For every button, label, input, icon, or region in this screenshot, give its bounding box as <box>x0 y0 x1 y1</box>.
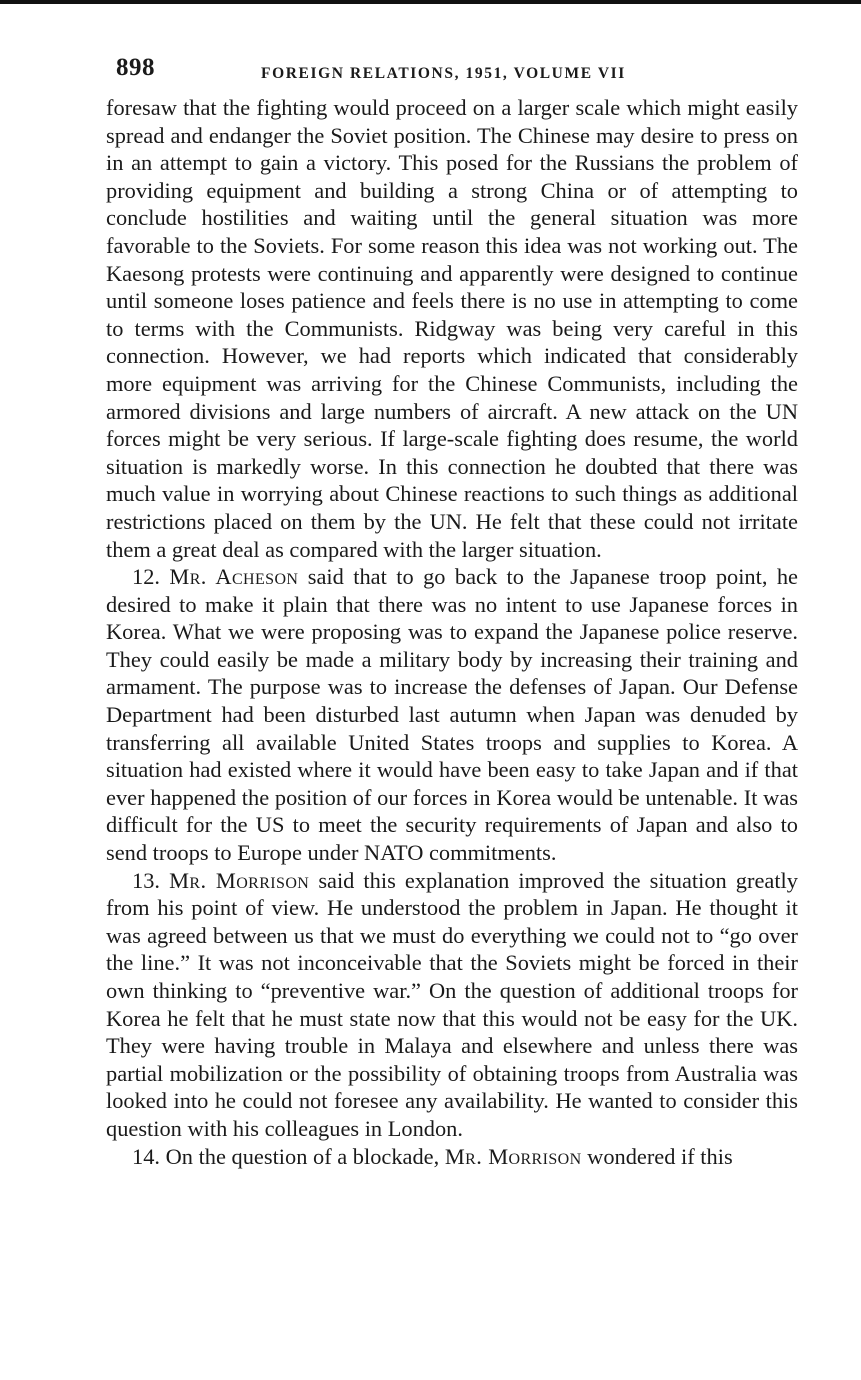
paragraph-number: 14. <box>132 1143 160 1169</box>
document-page <box>106 52 798 1170</box>
running-head <box>106 52 798 94</box>
body-text <box>106 94 798 1170</box>
paragraph-text: said that to go back to the Japanese troop point, he desired to make it plain that there was no intent to use Japanese forces in Korea. What we were proposing was to expand the Japanese police reserve. They could easily be made a military body by increasing their training and armament. The purpose was to increase the defenses of Japan. Our Defense Department had been disturbed last autumn when Japan was denuded by transferring all available United States troops and supplies to Korea. A situation had existed where it would have been easy to take Japan and if that ever happened the position of our forces in Korea would be untenable. It was difficult for the US to meet the security requirements of Japan and also to send troops to Europe under NATO commitments. <box>106 564 798 866</box>
speaker-name: Mr. Morrison <box>169 867 310 893</box>
paragraph-text: said this explanation improved the situation greatly from his point of view. He understood the problem in Japan. He thought it was agreed between us that we must do everything we could not to “go over the line.” It was not inconceivable that the Soviets might be forced in their own thinking to “preventive war.” On the question of additional troops for Korea he felt that he must state now that this would not be easy for the UK. They were having trouble in Malaya and elsewhere and unless there was partial mobilization or the possibility of obtaining troops from Australia was looked into he could not foresee any availability. He wanted to consider this question with his colleagues in London. <box>106 867 798 1141</box>
speaker-name: Mr. Morrison <box>444 1143 582 1169</box>
page-number: 898 <box>116 54 155 81</box>
paragraph-lead: On the question of a blockade, <box>165 1143 440 1169</box>
paragraph-14 <box>106 1143 798 1171</box>
running-title: FOREIGN RELATIONS, 1951, VOLUME VII <box>261 65 626 82</box>
page-top-edge <box>0 0 861 4</box>
paragraph-continuation <box>106 94 798 563</box>
paragraph-13 <box>106 867 798 1143</box>
paragraph-number: 13. <box>132 867 160 893</box>
paragraph-text: wondered if this <box>587 1143 733 1169</box>
paragraph-12 <box>106 563 798 867</box>
speaker-name: Mr. Acheson <box>169 564 299 590</box>
paragraph-number: 12. <box>132 564 160 590</box>
paragraph-text: foresaw that the fighting would proceed on a larger scale which might easily spread and endanger the Soviet position. The Chinese may desire to press on in an attempt to gain a victory. This posed for the Russians the problem of providing equipment and building a strong China or of attempting to conclude hostilities and waiting until the general situation was more favorable to the Soviets. For some reason this idea was not working out. The Kaesong protests were continuing and apparently were designed to continue until someone loses patience and feels there is no use in attempting to come to terms with the Communists. Ridgway was being very careful in this connection. However, we had reports which indicated that considerably more equipment was arriving for the Chinese Communists, including the armored divisions and large numbers of aircraft. A new attack on the UN forces might be very serious. If large-scale fighting does resume, the world situation is markedly worse. In this connection he doubted that there was much value in worrying about Chinese reactions to such things as additional restrictions placed on them by the UN. He felt that these could not irritate them a great deal as compared with the larger situation. <box>106 95 798 562</box>
